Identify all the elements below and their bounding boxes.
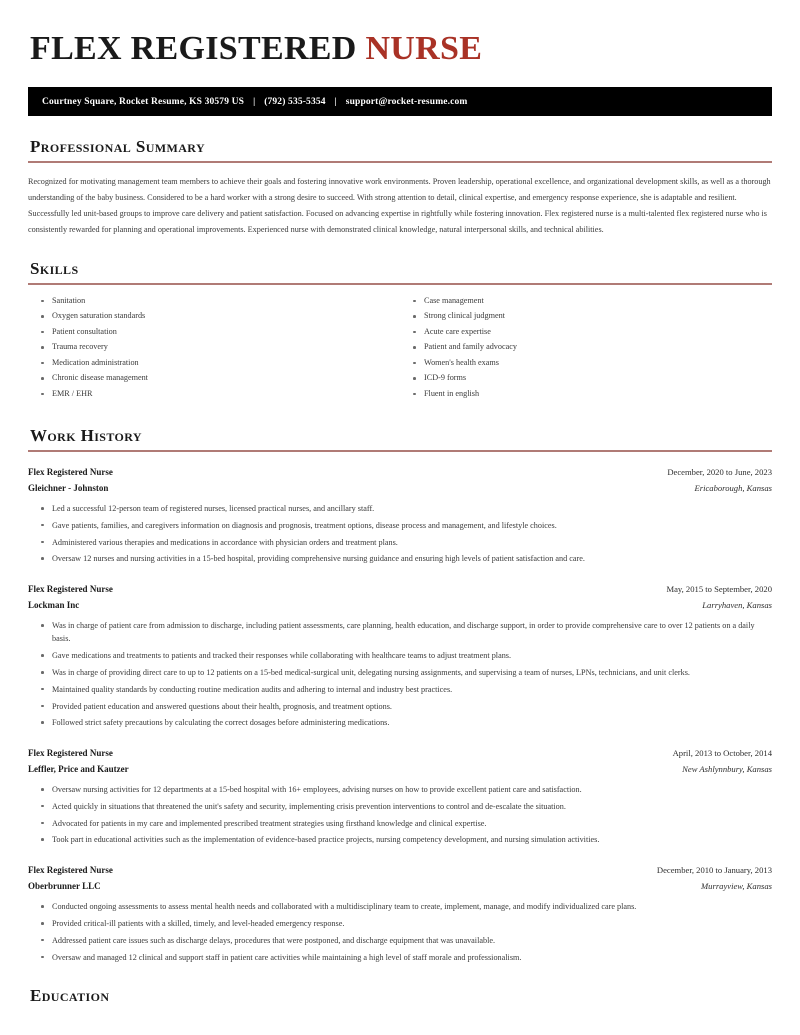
job-dates: April, 2013 to October, 2014: [672, 748, 772, 759]
contact-email[interactable]: support@rocket-resume.com: [345, 96, 468, 107]
job-header-row: [28, 749, 772, 758]
skills-list-left: [28, 297, 400, 406]
contact-separator-1: |: [253, 96, 256, 107]
job-header-row: [28, 468, 772, 477]
contact-separator-2: |: [334, 96, 337, 107]
skills-column-left: [28, 297, 400, 406]
list-item: Oxygen saturation standards: [52, 312, 400, 328]
job-bullet-list: [28, 900, 772, 967]
list-item: Medication administration: [52, 359, 400, 375]
list-item: Sanitation: [52, 297, 400, 313]
work-history-entry: [28, 468, 772, 569]
section-divider: [28, 283, 772, 285]
job-title: Flex Registered Nurse: [28, 466, 113, 477]
work-history-entry: [28, 585, 772, 733]
section-work-history: [28, 427, 772, 967]
list-item: Acted quickly in situations that threatened the unit's safety and security, implementing crisis prevention interventions to control and de-escalate the situation.: [52, 800, 772, 817]
work-history-entry: [28, 866, 772, 967]
list-item: Strong clinical judgment: [424, 312, 772, 328]
job-company-row: [28, 882, 772, 891]
job-dates: December, 2020 to June, 2023: [667, 466, 772, 477]
list-item: Advocated for patients in my care and implemented prescribed treatment strategies using firsthand knowledge and clinical expertise.: [52, 817, 772, 834]
list-item: Gave patients, families, and caregivers information on diagnosis and prognosis, treatment options, disease process and management, and lifestyle choices.: [52, 519, 772, 536]
title-primary: FLEX REGISTERED: [30, 30, 357, 67]
list-item: Administered various therapies and medications in accordance with physician orders and treatment plans.: [52, 536, 772, 553]
list-item: Maintained quality standards by conducting routine medication audits and adhering to internal and industry best practices.: [52, 683, 772, 700]
list-item: Followed strict safety precautions by calculating the correct dosages before administering medications.: [52, 716, 772, 733]
list-item: Provided patient education and answered questions about their health, prognosis, and treatment options.: [52, 700, 772, 717]
job-title: Flex Registered Nurse: [28, 748, 113, 759]
list-item: Oversaw and managed 12 clinical and support staff in patient care activities while maintaining a high level of staff morale and professionalism.: [52, 951, 772, 968]
job-title: Flex Registered Nurse: [28, 865, 113, 876]
skills-columns: [28, 297, 772, 406]
job-company: Oberbrunner LLC: [28, 881, 101, 892]
job-dates: December, 2010 to January, 2013: [656, 865, 772, 876]
job-header-row: [28, 585, 772, 594]
skills-column-right: [400, 297, 772, 406]
list-item: Patient consultation: [52, 328, 400, 344]
list-item: Conducted ongoing assessments to assess mental health needs and collaborated with a multidisciplinary team to create, implement, manage, and modify individualized care plans.: [52, 900, 772, 917]
section-heading-work-history: Work History: [30, 426, 142, 446]
job-company: Gleichner - Johnston: [28, 482, 109, 493]
job-company-row: [28, 601, 772, 610]
list-item: Fluent in english: [424, 390, 772, 406]
section-heading-skills: Skills: [30, 258, 79, 278]
job-company: Lockman Inc: [28, 600, 80, 611]
list-item: Women's health exams: [424, 359, 772, 375]
list-item: Patient and family advocacy: [424, 343, 772, 359]
summary-text: Recognized for motivating management team members to achieve their goals and fostering innovative work environments. Proven leadership, operational excellence, and organizational development skills, as well as a thorough understanding of the baby business. Considered to be a hard worker with a strong desire to succeed. With strong attention to detail, clinical expertise, and emergency response experience, she is adaptable and resilient. Successfully led unit-based groups to improve care delivery and patient satisfaction. Focused on advancing expertise in rightfully while fostering innovation. Flex registered nurse is a multi-talented flex registered nurse who is consistently rewarded for planning and operational improvements. Experienced nurse with demonstrated clinical knowledge, natural interpersonal skills, and technical abilities.: [28, 176, 771, 234]
contact-address: Courtney Square, Rocket Resume, KS 30579 US: [42, 96, 245, 107]
job-dates: May, 2015 to September, 2020: [666, 584, 772, 595]
title-accent: NURSE: [365, 30, 483, 67]
job-location: Murrayview, Kansas: [701, 881, 772, 892]
section-heading-summary: Professional Summary: [30, 137, 206, 156]
section-skills: [28, 260, 772, 405]
list-item: Acute care expertise: [424, 328, 772, 344]
list-item: Oversaw nursing activities for 12 departments at a 15-bed hospital with 16+ employees, advising nurses on how to provide excellent patient care and satisfaction.: [52, 783, 772, 800]
list-item: Took part in educational activities such as the implementation of evidence-based practice projects, nursing competency development, and nursing simulation activities.: [52, 833, 772, 850]
job-location: Ericaborough, Kansas: [694, 482, 772, 493]
section-divider: [28, 161, 772, 163]
section-heading-education: Education: [30, 987, 110, 1004]
section-professional-summary: [28, 138, 772, 238]
section-education: [28, 987, 772, 1003]
list-item: Oversaw 12 nurses and nursing activities in a 15-bed hospital, providing comprehensive nursing guidance and ensuring high levels of patient satisfaction and care.: [52, 552, 772, 569]
contact-bar: [28, 87, 772, 116]
list-item: Trauma recovery: [52, 343, 400, 359]
skills-list-right: [400, 297, 772, 406]
page-title: [30, 32, 772, 66]
job-location: New Ashlynnbury, Kansas: [682, 764, 772, 775]
list-item: ICD-9 forms: [424, 374, 772, 390]
list-item: Was in charge of patient care from admission to discharge, including patient assessments, care planning, health education, and discharge support, in order to provide comprehensive care to over 12 patients on a daily basis.: [52, 619, 772, 649]
job-bullet-list: [28, 783, 772, 850]
job-bullet-list: [28, 502, 772, 569]
list-item: Led a successful 12-person team of registered nurses, licensed practical nurses, and ancillary staff.: [52, 502, 772, 519]
work-history-entry: [28, 749, 772, 850]
job-title: Flex Registered Nurse: [28, 584, 113, 595]
job-bullet-list: [28, 619, 772, 733]
list-item: Provided critical-ill patients with a skilled, timely, and level-headed emergency response.: [52, 917, 772, 934]
contact-phone[interactable]: (792) 535-5354: [264, 96, 326, 107]
job-header-row: [28, 866, 772, 875]
list-item: Addressed patient care issues such as discharge delays, procedures that were postponed, and discharge equipment that was unavailable.: [52, 934, 772, 951]
list-item: EMR / EHR: [52, 390, 400, 406]
job-company: Leffler, Price and Kautzer: [28, 764, 129, 775]
job-company-row: [28, 484, 772, 493]
section-divider: [28, 450, 772, 452]
list-item: Was in charge of providing direct care to up to 12 patients on a 15-bed medical-surgical unit, delegating nursing assignments, and supervising a team of nurses, LPNs, technicians, and unit clerks.: [52, 666, 772, 683]
list-item: Gave medications and treatments to patients and tracked their responses while collaborating with healthcare teams to adjust treatment plans.: [52, 649, 772, 666]
list-item: Chronic disease management: [52, 374, 400, 390]
job-location: Larryhaven, Kansas: [702, 600, 772, 611]
job-company-row: [28, 765, 772, 774]
list-item: Case management: [424, 297, 772, 313]
